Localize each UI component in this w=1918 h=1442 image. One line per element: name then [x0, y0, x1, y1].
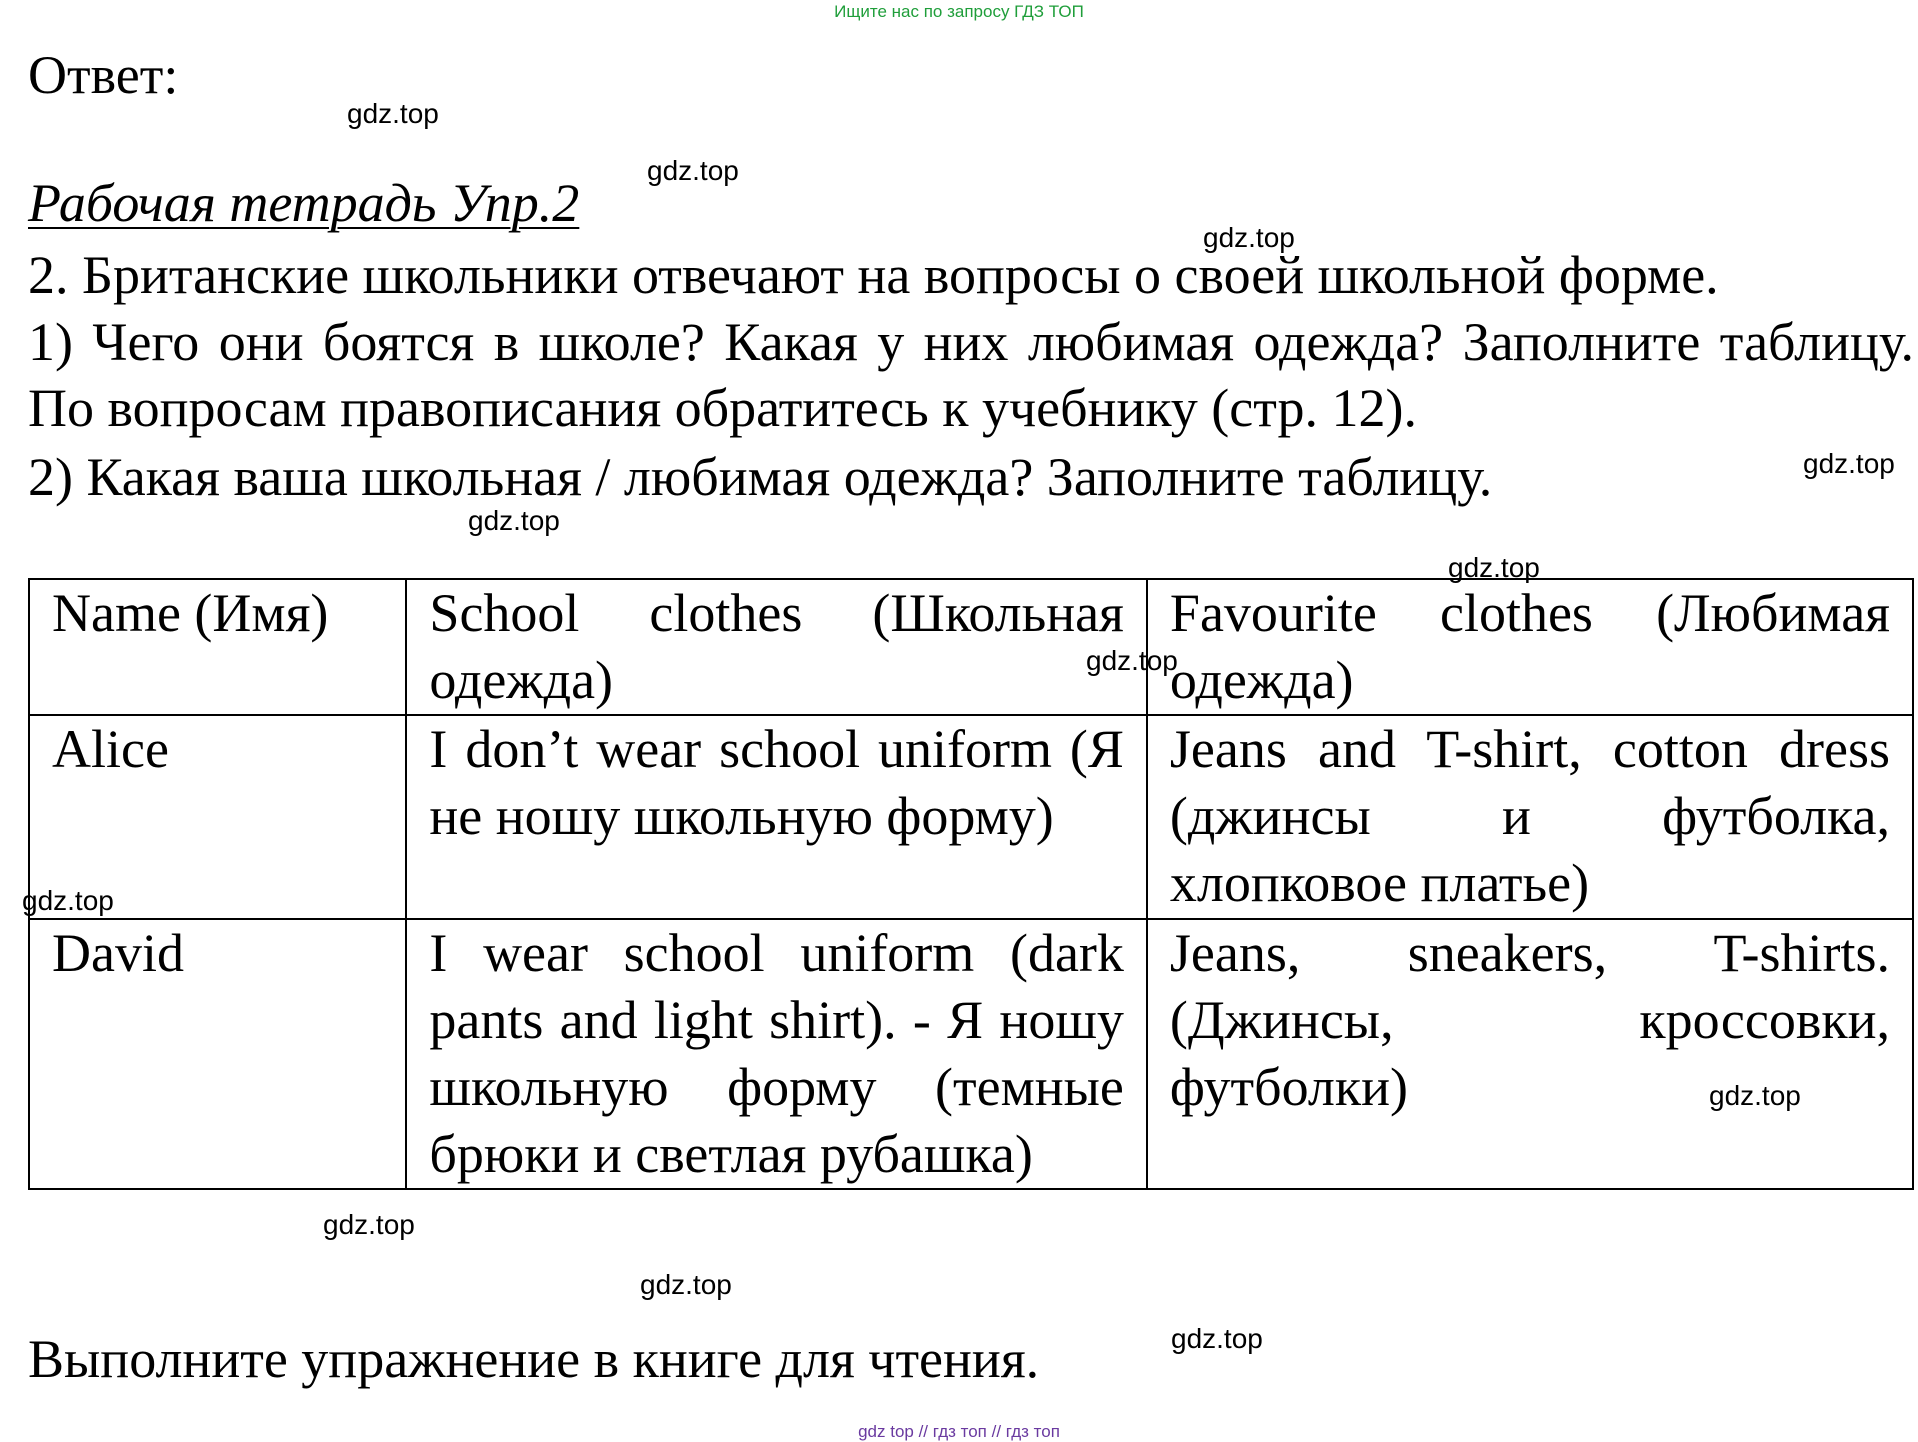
instruction-part-2: 2) Какая ваша школьная / любимая одежда? Заполните таблицу.	[28, 447, 1493, 507]
watermark: gdz.top	[347, 98, 439, 129]
instruction-part-1: 1) Чего они боятся в школе? Какая у них любимая одежда? Заполните таблицу. По вопросам правописания обратитесь к учебнику (стр. 12).	[28, 312, 1914, 438]
watermark: gdz.top	[1448, 552, 1540, 583]
cell-school-clothes: I don’t wear school uniform (Я не ношу школьную форму)	[406, 715, 1147, 919]
watermark: gdz.top	[647, 155, 739, 186]
cell-favourite-clothes: Jeans and T-shirt, cotton dress (джинсы и футболка, хлопковое платье)	[1147, 715, 1913, 919]
footer-note: gdz top // гдз топ // гдз топ	[858, 1422, 1060, 1441]
cell-favourite-clothes: Jeans, sneakers, T-shirts. (Джинсы, кроссовки, футболки)	[1147, 919, 1913, 1189]
cell-name: Alice	[29, 715, 406, 919]
instruction-task: 2. Британские школьники отвечают на вопросы о своей школьной форме.	[28, 245, 1719, 305]
closing-text: Выполните упражнение в книге для чтения.	[28, 1329, 1040, 1389]
clothes-table	[28, 578, 1914, 1190]
header-note: Ищите нас по запросу ГДЗ ТОП	[834, 2, 1084, 21]
watermark: gdz.top	[22, 885, 114, 916]
watermark: gdz.top	[1171, 1323, 1263, 1354]
watermark: gdz.top	[640, 1269, 732, 1300]
watermark: gdz.top	[1803, 448, 1895, 479]
header-name: Name (Имя)	[29, 579, 406, 715]
watermark: gdz.top	[323, 1209, 415, 1240]
table-header-row	[29, 579, 1913, 715]
watermark: gdz.top	[1086, 645, 1178, 676]
section-title: Рабочая тетрадь Упр.2	[28, 173, 580, 233]
watermark: gdz.top	[1709, 1080, 1801, 1111]
table-row	[29, 919, 1913, 1189]
watermark: gdz.top	[468, 505, 560, 536]
cell-name: David	[29, 919, 406, 1189]
cell-school-clothes: I wear school uniform (dark pants and light shirt). - Я ношу школьную форму (темные брюки и светлая рубашка)	[406, 919, 1147, 1189]
header-favourite-clothes: Favourite clothes (Любимая одежда)	[1147, 579, 1913, 715]
table-row	[29, 715, 1913, 919]
header-school-clothes: School clothes (Школьная одежда)	[406, 579, 1147, 715]
watermark: gdz.top	[1203, 222, 1295, 253]
answer-label: Ответ:	[28, 45, 179, 105]
